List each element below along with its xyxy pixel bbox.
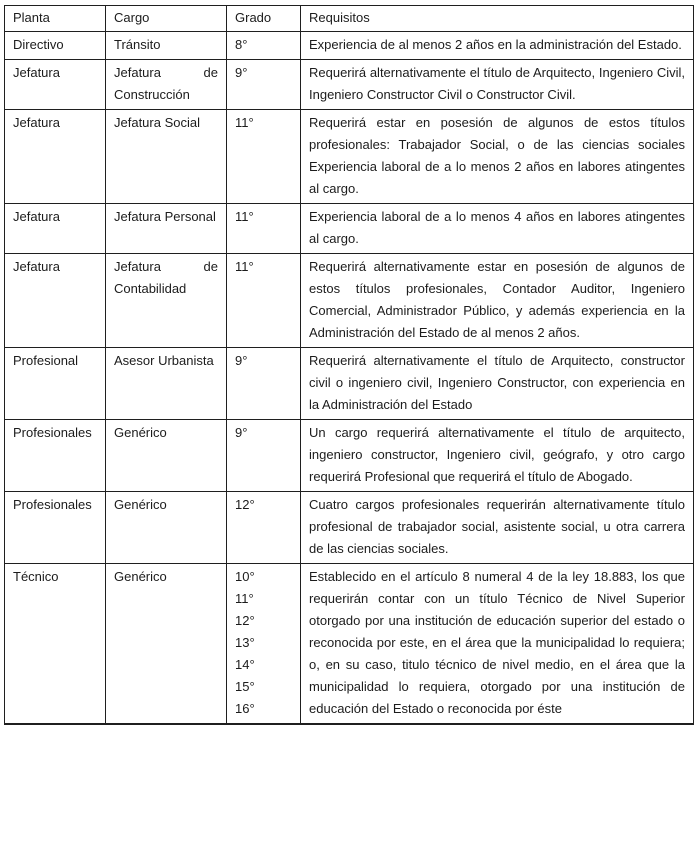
- cell-planta: Jefatura: [5, 60, 106, 110]
- cell-requisitos: Requerirá alternativamente el título de Arquitecto, constructor civil o ingeniero civil, Ingeniero Constructor, con experiencia en la Administración del Estado: [301, 348, 694, 420]
- table-row: [5, 420, 694, 492]
- col-header-grado: Grado: [227, 6, 301, 32]
- table-row: [5, 32, 694, 60]
- cell-cargo: Tránsito: [106, 32, 227, 60]
- cell-grado: 8°: [227, 32, 301, 60]
- cell-cargo: Genérico: [106, 492, 227, 564]
- requirements-table: [4, 5, 694, 725]
- cell-requisitos: Requerirá alternativamente el título de Arquitecto, Ingeniero Civil, Ingeniero Constructor Civil o Constructor Civil.: [301, 60, 694, 110]
- table-row: [5, 348, 694, 420]
- cell-planta: Jefatura: [5, 110, 106, 204]
- cell-grado: 11°: [227, 254, 301, 348]
- cell-cargo: Jefatura Personal: [106, 204, 227, 254]
- cell-grado: 9°: [227, 348, 301, 420]
- table-row: [5, 60, 694, 110]
- table-header-row: [5, 6, 694, 32]
- cell-requisitos: Requerirá alternativamente estar en posesión de algunos de estos títulos profesionales, Contador Auditor, Ingeniero Comercial, Administrador Público, y además experiencia en la Administración del Estado de al menos 2 años.: [301, 254, 694, 348]
- cell-grado: 10° 11° 12° 13° 14° 15° 16°: [227, 564, 301, 725]
- table-row: [5, 110, 694, 204]
- table-row: [5, 492, 694, 564]
- cell-planta: Jefatura: [5, 254, 106, 348]
- cell-planta: Técnico: [5, 564, 106, 725]
- table-row: [5, 254, 694, 348]
- col-header-requisitos: Requisitos: [301, 6, 694, 32]
- cell-grado: 12°: [227, 492, 301, 564]
- table-row: [5, 564, 694, 725]
- cell-requisitos: Experiencia laboral de a lo menos 4 años en labores atingentes al cargo.: [301, 204, 694, 254]
- cell-requisitos: Establecido en el artículo 8 numeral 4 de la ley 18.883, los que requerirán contar con un título Técnico de Nivel Superior otorgado por una institución de educación superior del estado o reconocida por este, en el área que la municipalidad lo requiera; o, en su caso, titulo técnico de nivel medio, en el área que la municipalidad lo requiera, otorgado por una institución de educación del Estado o reconocida por éste: [301, 564, 694, 725]
- cell-grado: 11°: [227, 204, 301, 254]
- cell-requisitos: Cuatro cargos profesionales requerirán alternativamente título profesional de trabajador social, asistente social, u otra carrera de las ciencias sociales.: [301, 492, 694, 564]
- cell-grado: 9°: [227, 420, 301, 492]
- table-row: [5, 204, 694, 254]
- cell-grado: 9°: [227, 60, 301, 110]
- cell-cargo: Jefatura de Construcción: [106, 60, 227, 110]
- cell-planta: Profesional: [5, 348, 106, 420]
- col-header-planta: Planta: [5, 6, 106, 32]
- cell-requisitos: Requerirá estar en posesión de algunos de estos títulos profesionales: Trabajador Social, o de las ciencias sociales Experiencia laboral de a lo menos 2 años en labores atingentes al cargo.: [301, 110, 694, 204]
- cell-planta: Jefatura: [5, 204, 106, 254]
- cell-planta: Directivo: [5, 32, 106, 60]
- cell-requisitos: Experiencia de al menos 2 años en la administración del Estado.: [301, 32, 694, 60]
- col-header-cargo: Cargo: [106, 6, 227, 32]
- cell-cargo: Genérico: [106, 564, 227, 725]
- cell-grado: 11°: [227, 110, 301, 204]
- cell-planta: Profesionales: [5, 420, 106, 492]
- cell-cargo: Jefatura de Contabilidad: [106, 254, 227, 348]
- cell-requisitos: Un cargo requerirá alternativamente el título de arquitecto, ingeniero constructor, Ingeniero civil, geógrafo, y otro cargo requerirá Profesional que requerirá el título de Abogado.: [301, 420, 694, 492]
- cell-cargo: Genérico: [106, 420, 227, 492]
- cell-cargo: Jefatura Social: [106, 110, 227, 204]
- cell-cargo: Asesor Urbanista: [106, 348, 227, 420]
- cell-planta: Profesionales: [5, 492, 106, 564]
